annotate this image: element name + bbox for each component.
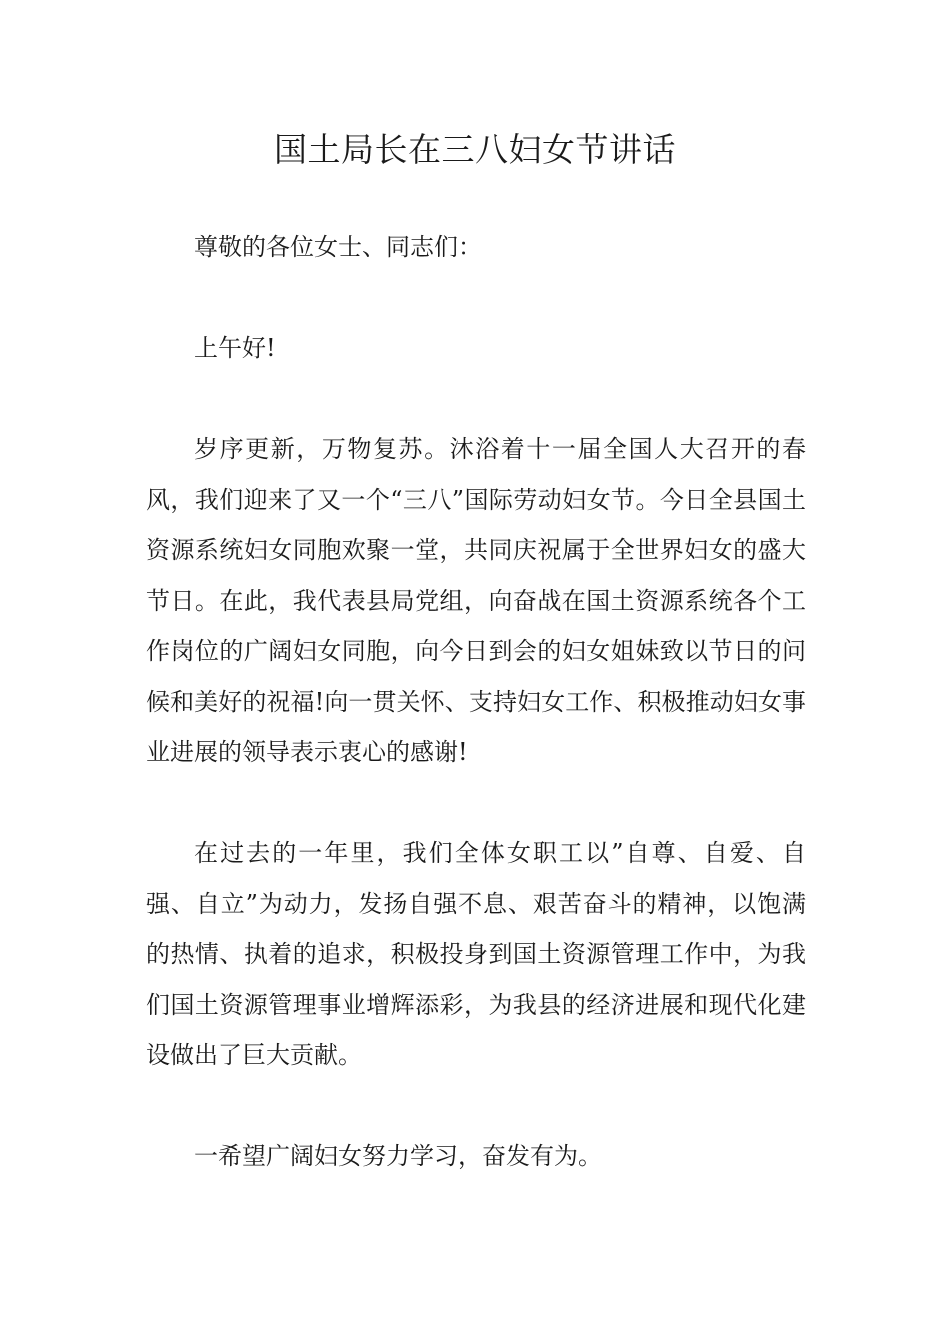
review-paragraph: 在过去的一年里，我们全体女职工以”自尊、自爱、自强、自立”为动力，发扬自强不息、艰苦奋斗的精神，以饱满的热情、执着的追求，积极投身到国土资源管理工作中，为我们国土资源管理事业增辉添彩，为我县的经济进展和现代化建设做出了巨大贡献。 <box>146 839 806 1069</box>
hope-paragraph: 一希望广阔妇女努力学习，奋发有为。 <box>194 1142 602 1170</box>
document-title: 国土局长在三八妇女节讲话 <box>274 130 676 169</box>
document-body <box>146 222 806 1182</box>
opening-paragraph: 岁序更新，万物复苏。沐浴着十一届全国人大召开的春风，我们迎来了又一个“三八”国际劳动妇女节。今日全县国土资源系统妇女同胞欢聚一堂，共同庆祝属于全世界妇女的盛大节日。在此，我代表县局党组，向奋战在国土资源系统各个工作岗位的广阔妇女同胞，向今日到会的妇女姐妹致以节日的问候和美好的祝福!向一贯关怀、支持妇女工作、积极推动妇女事业进展的领导表示衷心的感谢! <box>146 435 806 766</box>
salutation-paragraph: 尊敬的各位女士、同志们： <box>194 233 482 261</box>
greeting-paragraph: 上午好! <box>194 334 276 362</box>
